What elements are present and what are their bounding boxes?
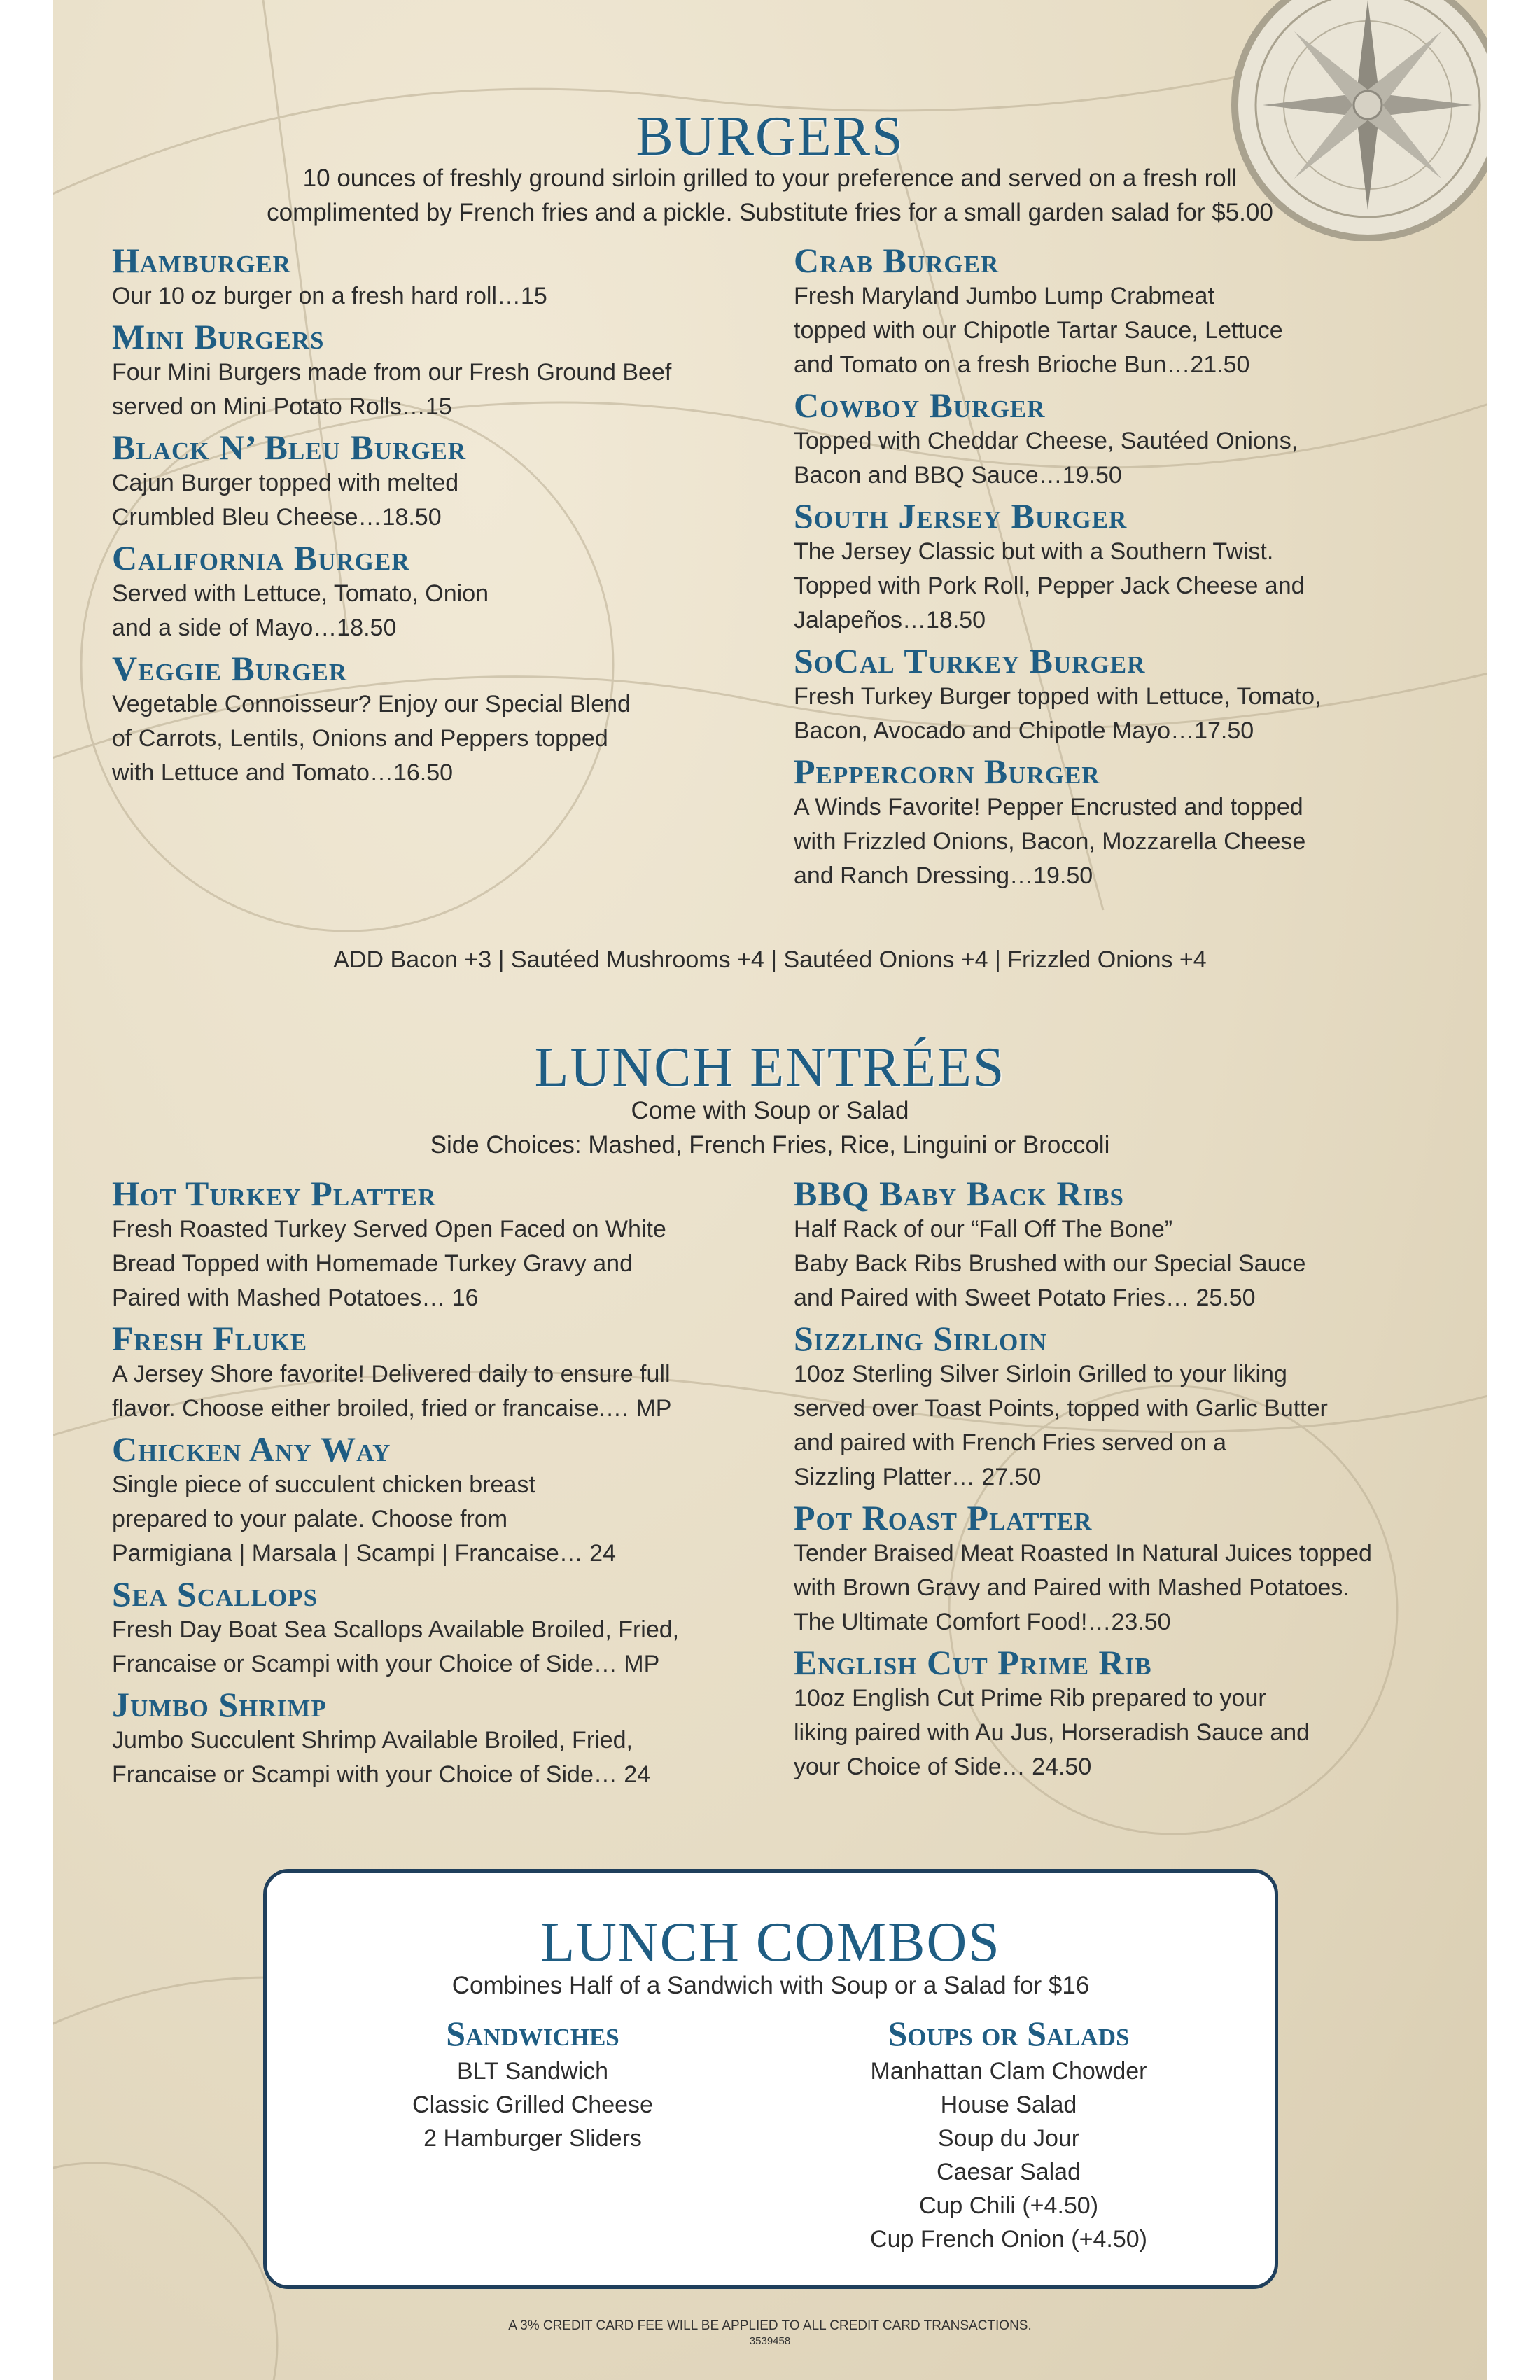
item-description: Single piece of succulent chicken breast prepared to your palate. Choose from Parmigiana | Marsala | Scampi | Francaise… 24 — [112, 1471, 616, 1567]
item-name: Pot Roast Platter — [794, 1498, 1093, 1537]
menu-item — [794, 1175, 1445, 1315]
burger-addons: ADD Bacon +3 | Sautéed Mushrooms +4 | Sautéed Onions +4 | Frizzled Onions +4 — [333, 946, 1207, 973]
item-description: Fresh Maryland Jumbo Lump Crabmeat topped with our Chipotle Tartar Sauce, Lettuce and Tomato on a fresh Brioche Bun…21.50 — [794, 283, 1283, 378]
item-name: Crab Burger — [794, 241, 1000, 280]
menu-item — [112, 1320, 763, 1426]
item-name: Black N’ Bleu Burger — [112, 428, 467, 467]
menu-code: 3539458 — [749, 2335, 791, 2347]
item-name: Cowboy Burger — [794, 386, 1046, 425]
combos-subtitle: Combines Half of a Sandwich with Soup or a Salad for $16 — [451, 1972, 1090, 1999]
menu-item — [794, 642, 1445, 748]
burgers-left-column — [112, 241, 763, 794]
item-name: Fresh Fluke — [112, 1319, 308, 1358]
item-description: Four Mini Burgers made from our Fresh Ground Beef served on Mini Potato Rolls…15 — [112, 359, 672, 420]
menu-item — [112, 1686, 763, 1792]
item-name: Veggie Burger — [112, 649, 348, 688]
item-name: California Burger — [112, 538, 410, 578]
combo-item: BLT Sandwich — [456, 2058, 609, 2085]
credit-card-fee-note: A 3% CREDIT CARD FEE WILL BE APPLIED TO ALL CREDIT CARD TRANSACTIONS. — [508, 2318, 1032, 2333]
item-description: Served with Lettuce, Tomato, Onion and a side of Mayo…18.50 — [112, 580, 489, 641]
burgers-intro-line2: complimented by French fries and a pickle. Substitute fries for a small garden salad for $5.00 — [267, 199, 1273, 226]
item-description: The Jersey Classic but with a Southern Twist. Topped with Pork Roll, Pepper Jack Cheese and Jalapeños…18.50 — [794, 538, 1305, 634]
menu-item — [794, 1499, 1445, 1639]
combo-item: 2 Hamburger Sliders — [424, 2125, 642, 2152]
entrees-right-column — [794, 1175, 1445, 1788]
item-description: Vegetable Connoisseur? Enjoy our Special Blend of Carrots, Lentils, Onions and Peppers topped with Lettuce and Tomato…16.50 — [112, 691, 631, 786]
item-description: 10oz Sterling Silver Sirloin Grilled to your liking served over Toast Points, topped with Garlic Butter and paired with French Fries served on a Sizzling Platter… 27.50 — [794, 1361, 1328, 1490]
menu-item — [794, 1644, 1445, 1784]
item-description: Half Rack of our “Fall Off The Bone” Baby Back Ribs Brushed with our Special Sauce and Paired with Sweet Potato Fries… 25.50 — [794, 1216, 1306, 1311]
item-name: Sizzling Sirloin — [794, 1319, 1048, 1358]
item-description: Tender Braised Meat Roasted In Natural Juices topped with Brown Gravy and Paired with Mashed Potatoes. The Ultimate Comfort Food!…23.50 — [794, 1540, 1372, 1635]
item-name: Sea Scallops — [112, 1574, 318, 1614]
entrees-left-column — [112, 1175, 763, 1796]
entrees-title: LUNCH ENTRÉES — [534, 1037, 1006, 1098]
item-name: BBQ Baby Back Ribs — [794, 1174, 1125, 1213]
entrees-sub1: Come with Soup or Salad — [631, 1097, 909, 1124]
soups-salads-column — [813, 2012, 1205, 2256]
menu-item — [112, 1575, 763, 1681]
combos-title: LUNCH COMBOS — [540, 1912, 1001, 1973]
item-description: Fresh Turkey Burger topped with Lettuce, Tomato, Bacon, Avocado and Chipotle Mayo…17.50 — [794, 683, 1322, 744]
menu-item — [794, 752, 1445, 893]
burgers-intro-line1: 10 ounces of freshly ground sirloin grilled to your preference and served on a fresh roll — [302, 164, 1238, 192]
item-description: Topped with Cheddar Cheese, Sautéed Onions, Bacon and BBQ Sauce…19.50 — [794, 428, 1298, 489]
menu-item — [112, 318, 763, 424]
item-name: Chicken Any Way — [112, 1429, 391, 1469]
menu-item — [794, 241, 1445, 382]
burgers-title: BURGERS — [636, 106, 904, 167]
burgers-right-column — [794, 241, 1445, 897]
combo-item: Classic Grilled Cheese — [412, 2092, 653, 2118]
item-name: Peppercorn Burger — [794, 752, 1100, 791]
item-description: A Winds Favorite! Pepper Encrusted and topped with Frizzled Onions, Bacon, Mozzarella Cheese and Ranch Dressing…19.50 — [794, 794, 1306, 889]
menu-item — [794, 497, 1445, 638]
item-name: Hot Turkey Platter — [112, 1174, 437, 1213]
item-description: 10oz English Cut Prime Rib prepared to your liking paired with Au Jus, Horseradish Sauce and your Choice of Side… 24.50 — [794, 1685, 1310, 1780]
item-name: Jumbo Shrimp — [112, 1685, 327, 1724]
menu-item — [794, 386, 1445, 493]
entrees-sub2: Side Choices: Mashed, French Fries, Rice, Linguini or Broccoli — [430, 1131, 1110, 1158]
soups-heading: Soups or Salads — [888, 2014, 1130, 2053]
item-name: English Cut Prime Rib — [794, 1643, 1152, 1682]
item-description: Jumbo Succulent Shrimp Available Broiled, Fried, Francaise or Scampi with your Choice of Side… 24 — [112, 1727, 651, 1788]
sandwiches-column — [365, 2012, 701, 2155]
item-description: Our 10 oz burger on a fresh hard roll…15 — [112, 283, 547, 309]
entrees-subtitle — [53, 1093, 1487, 1162]
item-description: Cajun Burger topped with melted Crumbled Bleu Cheese…18.50 — [112, 470, 459, 531]
combo-item: Caesar Salad — [936, 2159, 1081, 2185]
item-name: Hamburger — [112, 241, 291, 280]
menu-item — [112, 1430, 763, 1571]
item-name: SoCal Turkey Burger — [794, 641, 1146, 680]
menu-item — [112, 539, 763, 645]
item-name: South Jersey Burger — [794, 496, 1128, 536]
combo-item: House Salad — [940, 2092, 1077, 2118]
lunch-combos-box — [263, 1869, 1278, 2289]
item-description: Fresh Day Boat Sea Scallops Available Broiled, Fried, Francaise or Scampi with your Choice of Side… MP — [112, 1616, 680, 1677]
combo-item: Manhattan Clam Chowder — [870, 2058, 1147, 2085]
combo-item: Cup Chili (+4.50) — [918, 2192, 1099, 2219]
menu-item — [794, 1320, 1445, 1494]
item-description: Fresh Roasted Turkey Served Open Faced on White Bread Topped with Homemade Turkey Gravy and Paired with Mashed Potatoes… 16 — [112, 1216, 666, 1311]
combo-item: Cup French Onion (+4.50) — [870, 2226, 1147, 2253]
item-description: A Jersey Shore favorite! Delivered daily to ensure full flavor. Choose either broiled, fried or francaise.… MP — [112, 1361, 672, 1422]
menu-item — [112, 241, 763, 314]
menu-page — [53, 0, 1487, 2380]
menu-item — [112, 650, 763, 790]
burgers-intro — [53, 161, 1487, 230]
menu-item — [112, 1175, 763, 1315]
item-name: Mini Burgers — [112, 317, 325, 356]
sandwiches-heading: Sandwiches — [446, 2014, 620, 2053]
menu-item — [112, 428, 763, 535]
combo-item: Soup du Jour — [937, 2125, 1080, 2152]
